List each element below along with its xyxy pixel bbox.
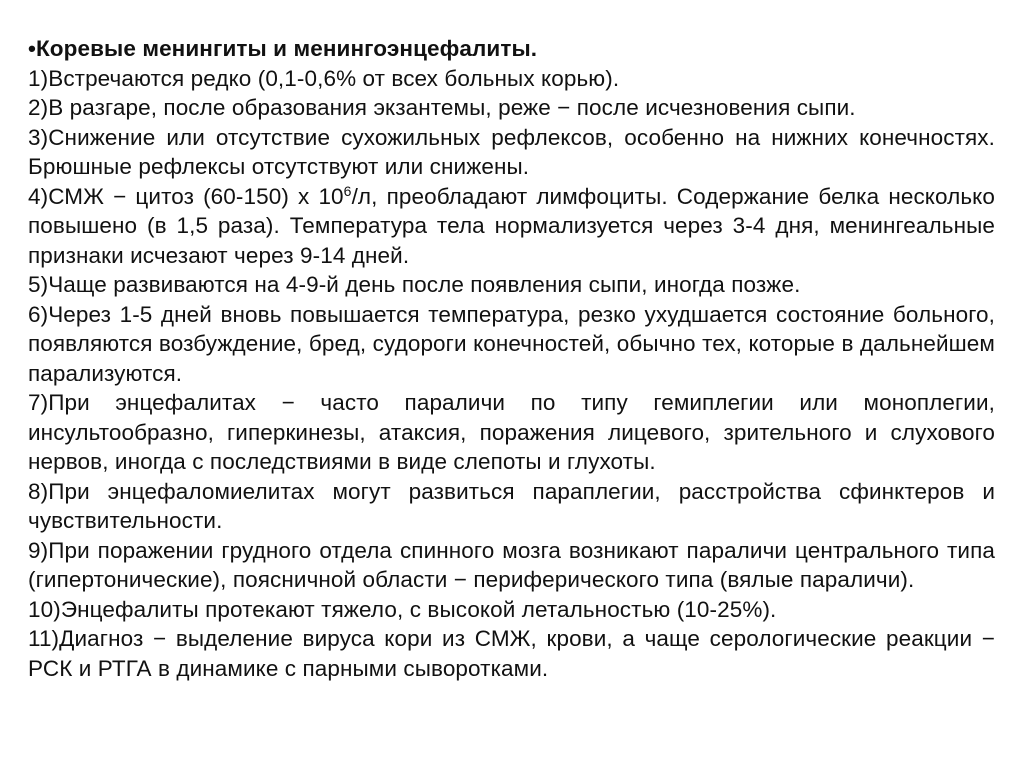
list-item-7: 7)При энцефалитах − часто параличи по типу гемиплегии или моноплегии, инсультообразно, гиперкинезы, атаксия, поражения лицевого, зрительного и слухового нервов, иногда с последствиями в виде слепоты и глухоты. (28, 390, 995, 474)
list-item-6: 6)Через 1-5 дней вновь повышается температура, резко ухудшается состояние больного, появляются возбуждение, бред, судороги конечностей, обычно тех, которые в дальнейшем парализуются. (28, 301, 995, 386)
list-item-3: 3)Снижение или отсутствие сухожильных рефлексов, особенно на нижних конечностях. Брюшные рефлексы отсутствуют или снижены. (28, 124, 995, 179)
list-item-5: 5)Чаще развиваются на 4-9-й день после появления сыпи, иногда позже. (28, 272, 801, 297)
list-item-4-after: /л, преобладают лимфоциты. Содержание белка несколько повышено (в 1,5 раза). Температура тела нормализуется через 3-4 дня, менингеальные признаки исчезают через 9-14 дней. (28, 183, 995, 268)
list-item-1: 1)Встречаются редко (0,1-0,6% от всех больных корью). (28, 65, 620, 91)
list-item-4-before: 4)СМЖ − цитоз (60-150) х 10 (28, 183, 344, 209)
list-item-4 (28, 182, 995, 271)
list-item-10: 10)Энцефалиты протекают тяжело, с высокой летальностью (10-25%). (28, 596, 777, 622)
slide-content (28, 34, 995, 683)
list-item-9: 9)При поражении грудного отдела спинного мозга возникают параличи центрального типа (гипертонические), поясничной области − периферического типа (вялые параличи). (28, 537, 995, 592)
list-item-4-exponent: 6 (343, 182, 352, 199)
list-item-8: 8)При энцефаломиелитах могут развиться параплегии, расстройства сфинктеров и чувствительности. (28, 478, 995, 533)
list-item-11: 11)Диагноз − выделение вируса кори из СМЖ, крови, а чаще серологические реакции − РСК и РТГА в динамике с парными сыворотками. (28, 626, 995, 681)
list-item-2: 2)В разгаре, после образования экзантемы, реже − после исчезновения сыпи. (28, 95, 856, 120)
slide-title: •Коревые менингиты и менингоэнцефалиты. (28, 36, 538, 61)
